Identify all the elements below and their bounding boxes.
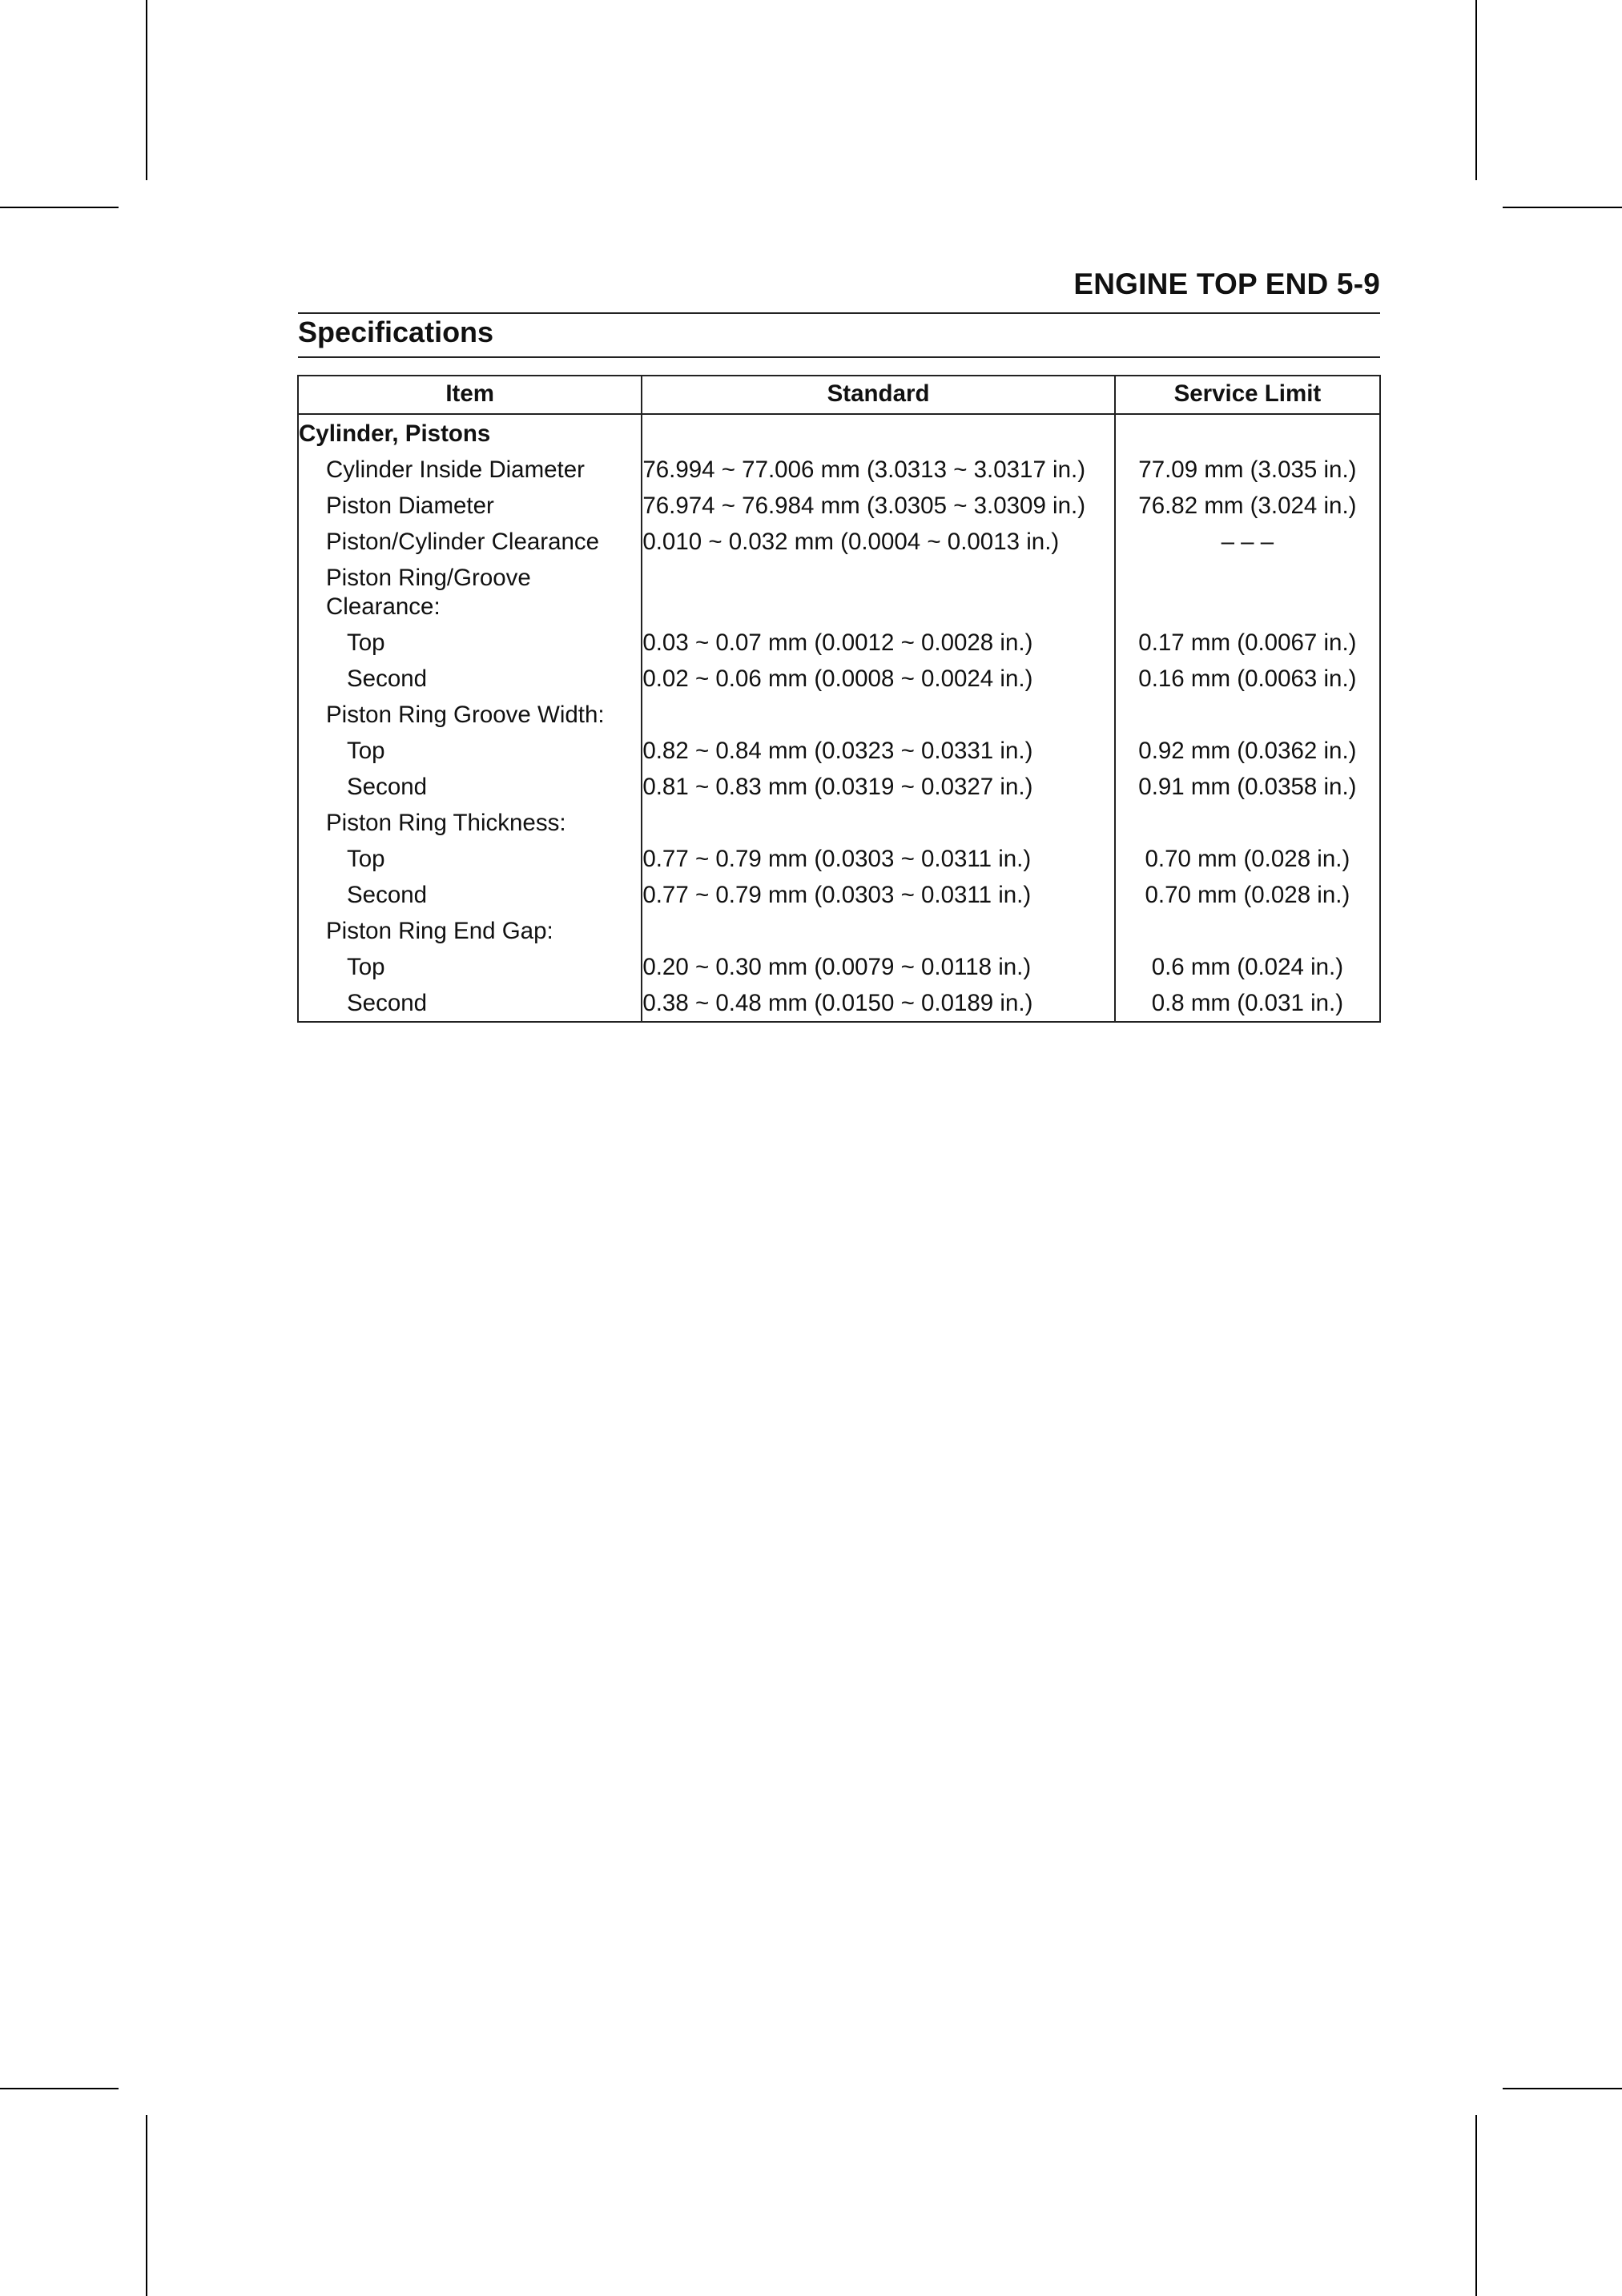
item-cell: Cylinder Inside Diameter: [298, 452, 642, 489]
subgroup-label: Piston Ring End Gap:: [298, 914, 642, 950]
item-cell: Second: [298, 878, 642, 914]
standard-cell: 0.38 ~ 0.48 mm (0.0150 ~ 0.0189 in.): [642, 986, 1114, 1022]
item-cell: Second: [298, 986, 642, 1022]
service-limit-cell: 0.91 mm (0.0358 in.): [1115, 770, 1380, 806]
table-row: [298, 625, 1380, 661]
crop-mark-top-left-vertical: [146, 0, 147, 180]
column-header-standard: Standard: [642, 376, 1114, 414]
table-row: [298, 842, 1380, 878]
standard-cell: 0.77 ~ 0.79 mm (0.0303 ~ 0.0311 in.): [642, 878, 1114, 914]
service-limit-cell: 76.82 mm (3.024 in.): [1115, 489, 1380, 525]
column-header-service-limit: Service Limit: [1115, 376, 1380, 414]
standard-cell: [642, 806, 1114, 842]
crop-mark-top-left-horizontal: [0, 207, 119, 208]
crop-mark-bottom-right-horizontal: [1503, 2088, 1622, 2089]
table-row: [298, 561, 1380, 625]
item-cell: Second: [298, 661, 642, 698]
service-limit-cell: [1115, 561, 1380, 625]
standard-cell: 0.03 ~ 0.07 mm (0.0012 ~ 0.0028 in.): [642, 625, 1114, 661]
service-limit-cell: 77.09 mm (3.035 in.): [1115, 452, 1380, 489]
service-limit-cell: 0.70 mm (0.028 in.): [1115, 842, 1380, 878]
standard-cell: 0.010 ~ 0.032 mm (0.0004 ~ 0.0013 in.): [642, 525, 1114, 561]
item-cell: Top: [298, 842, 642, 878]
table-row: [298, 878, 1380, 914]
service-limit-cell: 0.92 mm (0.0362 in.): [1115, 734, 1380, 770]
item-cell: Piston/Cylinder Clearance: [298, 525, 642, 561]
service-limit-cell: 0.70 mm (0.028 in.): [1115, 878, 1380, 914]
section-title: Specifications: [298, 316, 494, 348]
item-cell: Top: [298, 625, 642, 661]
page-header: [298, 264, 1380, 314]
table-row: [298, 986, 1380, 1022]
item-cell: Second: [298, 770, 642, 806]
service-limit-cell: 0.17 mm (0.0067 in.): [1115, 625, 1380, 661]
crop-mark-bottom-left-vertical: [146, 2115, 147, 2296]
table-row: [298, 950, 1380, 986]
standard-cell: 0.77 ~ 0.79 mm (0.0303 ~ 0.0311 in.): [642, 842, 1114, 878]
table-row: [298, 806, 1380, 842]
service-limit-cell: [1115, 698, 1380, 734]
standard-cell: 0.82 ~ 0.84 mm (0.0323 ~ 0.0331 in.): [642, 734, 1114, 770]
specifications-table: [297, 375, 1381, 1023]
table-row: [298, 914, 1380, 950]
group-label: Cylinder, Pistons: [298, 414, 642, 452]
table-row: [298, 661, 1380, 698]
standard-cell: 0.20 ~ 0.30 mm (0.0079 ~ 0.0118 in.): [642, 950, 1114, 986]
service-limit-cell: 0.16 mm (0.0063 in.): [1115, 661, 1380, 698]
standard-cell: [642, 561, 1114, 625]
subgroup-label: Piston Ring/Groove Clearance:: [298, 561, 642, 625]
service-limit-cell: – – –: [1115, 525, 1380, 561]
crop-mark-bottom-right-vertical: [1475, 2115, 1477, 2296]
subgroup-label: Piston Ring Thickness:: [298, 806, 642, 842]
standard-cell: [642, 914, 1114, 950]
item-cell: Top: [298, 950, 642, 986]
service-limit-cell: [1115, 914, 1380, 950]
service-limit-cell: 0.6 mm (0.024 in.): [1115, 950, 1380, 986]
table-row: [298, 525, 1380, 561]
table-header-row: [298, 376, 1380, 414]
standard-cell: [642, 698, 1114, 734]
table-row: [298, 452, 1380, 489]
crop-mark-bottom-left-horizontal: [0, 2088, 119, 2089]
column-header-item: Item: [298, 376, 642, 414]
crop-mark-top-right-horizontal: [1503, 207, 1622, 208]
service-limit-cell: [1115, 806, 1380, 842]
crop-mark-top-right-vertical: [1475, 0, 1477, 180]
service-limit-cell: [1115, 414, 1380, 452]
service-limit-cell: 0.8 mm (0.031 in.): [1115, 986, 1380, 1022]
standard-cell: 0.81 ~ 0.83 mm (0.0319 ~ 0.0327 in.): [642, 770, 1114, 806]
item-cell: Top: [298, 734, 642, 770]
standard-cell: 0.02 ~ 0.06 mm (0.0008 ~ 0.0024 in.): [642, 661, 1114, 698]
table-row: [298, 734, 1380, 770]
subgroup-label: Piston Ring Groove Width:: [298, 698, 642, 734]
section-heading: [298, 312, 1380, 358]
standard-cell: 76.974 ~ 76.984 mm (3.0305 ~ 3.0309 in.): [642, 489, 1114, 525]
table-row: [298, 489, 1380, 525]
running-title: ENGINE TOP END 5-9: [1073, 267, 1380, 300]
table-row: [298, 770, 1380, 806]
standard-cell: [642, 414, 1114, 452]
item-cell: Piston Diameter: [298, 489, 642, 525]
standard-cell: 76.994 ~ 77.006 mm (3.0313 ~ 3.0317 in.): [642, 452, 1114, 489]
table-row: [298, 414, 1380, 452]
table-row: [298, 698, 1380, 734]
